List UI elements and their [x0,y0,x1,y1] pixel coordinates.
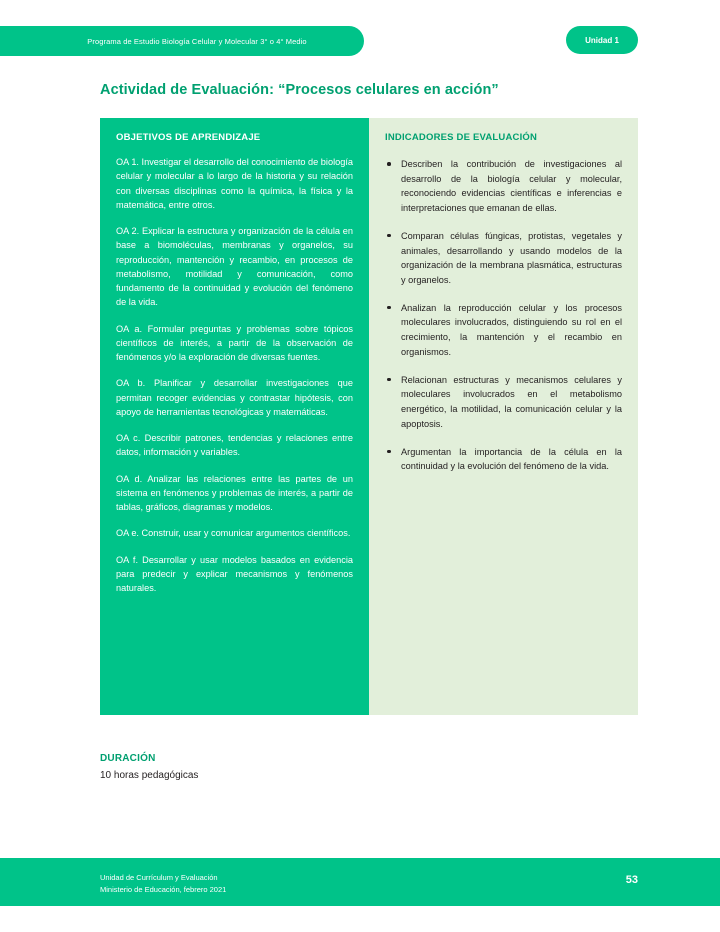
page-title: Actividad de Evaluación: “Procesos celulares en acción” [100,82,499,98]
indicators-column [369,118,638,715]
indicator-item: Comparan células fúngicas, protistas, vegetales y animales, desarrollando y usando modelos de la organización de la membrana plasmática, estructuras y organelos. [385,229,622,288]
objective-item: OA 1. Investigar el desarrollo del conocimiento de biología celular y molecular a lo largo de la historia y su relación con diversas disciplinas como la química, la física y la matemática, entre otros. [116,157,353,210]
unit-badge [566,26,638,54]
indicators-column-header: INDICADORES DE EVALUACIÓN [385,132,538,143]
objectives-column [100,118,369,715]
objective-item: OA b. Planificar y desarrollar investigaciones que permitan recoger evidencias y contrastar hipótesis, con apoyo de herramientas tecnológicas y matemáticas. [116,378,353,417]
page-number: 53 [625,874,638,886]
indicator-item: Analizan la reproducción celular y los procesos moleculares involucrados, distinguiendo su rol en el crecimiento, la mantención y el recambio en organismos. [385,301,622,360]
page-header [0,26,720,56]
objective-item: OA a. Formular preguntas y problemas sobre tópicos científicos de interés, a partir de la observación de fenómenos y/o la exploración de diversas fuentes. [116,323,353,362]
indicator-item: Describen la contribución de investigaciones al desarrollo de la biología celular y molecular, reconociendo evidencias científicas e inferencias e interpretaciones que emanan de ellas. [385,157,622,216]
indicator-item: Relacionan estructuras y mecanismos celulares y moleculares involucrados en el metabolismo energético, la motilidad, la comunicación celular y la apoptosis. [385,373,622,432]
duration-value: 10 horas pedagógicas [100,770,199,781]
unit-label: Unidad 1 [585,35,619,45]
objective-item: OA c. Describir patrones, tendencias y relaciones entre datos, información y variables. [116,433,353,458]
program-banner [0,26,364,56]
program-label: Programa de Estudio Biología Celular y Molecular 3° o 4° Medio [87,36,307,46]
footer-line-2: Ministerio de Educación, febrero 2021 [100,884,227,894]
objectives-indicators-table [100,118,638,715]
footer-credits [100,872,226,895]
indicators-list [385,157,622,474]
footer-line-1: Unidad de Currículum y Evaluación [100,873,218,882]
objective-item: OA e. Construir, usar y comunicar argumentos científicos. [116,528,351,539]
indicator-item: Argumentan la importancia de la célula en la continuidad y la evolución del fenómeno de la vida. [385,445,622,474]
objective-item: OA f. Desarrollar y usar modelos basados en evidencia para predecir y explicar mecanismos y fenómenos naturales. [116,554,353,593]
objective-item: OA 2. Explicar la estructura y organización de la célula en base a biomoléculas, membranas y organelos, su reproducción, mantención y recambio, en procesos de metabolismo, motilidad y comunicación, como fundamento de la continuidad y evolución del fenómeno de la vida. [116,226,353,308]
objective-item: OA d. Analizar las relaciones entre las partes de un sistema en fenómenos y problemas de interés, a partir de tablas, gráficos, diagramas y modelos. [116,473,353,512]
duration-label: DURACIÓN [100,753,156,764]
objectives-column-header: OBJETIVOS DE APRENDIZAJE [116,132,261,143]
